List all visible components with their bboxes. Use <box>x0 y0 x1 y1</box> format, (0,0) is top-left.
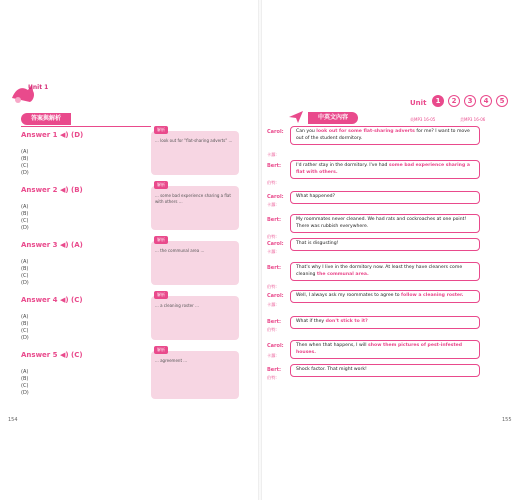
note-tag: 解析 <box>154 181 168 189</box>
answer-question <box>21 361 146 369</box>
answer-question <box>21 306 146 314</box>
translation-line: 卡蘿: <box>267 202 277 207</box>
speech-bubble: My roommates never cleaned. We had rats and cockroaches at one point! There was rubbish everywhere. <box>290 214 480 233</box>
answer-option: (C) <box>21 163 29 169</box>
answer-option: (D) <box>21 280 29 286</box>
section-divider <box>21 126 151 127</box>
answer-letter: (D) <box>71 131 84 139</box>
answer-letter: (A) <box>71 241 83 249</box>
answer-option: (C) <box>21 273 29 279</box>
speech-bubble: Then when that happens, I will show them pictures of pest-infested houses. <box>290 340 480 359</box>
answer-heading: Answer 2 <box>21 186 58 194</box>
note-tag: 解析 <box>154 236 168 244</box>
speaker-icon: ◀) <box>59 241 69 249</box>
note-tag: 解析 <box>154 126 168 134</box>
answer-block <box>21 351 146 397</box>
answer-option: (B) <box>21 321 29 327</box>
answer-question <box>21 141 146 149</box>
answer-option: (A) <box>21 369 29 375</box>
answer-option: (A) <box>21 314 29 320</box>
answer-option: (B) <box>21 266 29 272</box>
speech-bubble: I'd rather stay in the dormitory. I've had some bad experience sharing a flat with others. <box>290 160 480 179</box>
speech-bubble: Shock factor. That might work! <box>290 364 480 377</box>
answer-option: (B) <box>21 211 29 217</box>
unit-tab[interactable]: 5 <box>496 95 508 107</box>
answer-question <box>21 196 146 204</box>
answer-block <box>21 296 146 342</box>
answer-block <box>21 241 146 287</box>
speaker-name: Bert: <box>267 217 282 223</box>
mp3-track[interactable]: 美MP3 16-06 <box>460 117 486 122</box>
answer-option: (B) <box>21 156 29 162</box>
mp3-track[interactable]: 英MP3 16-05 <box>410 117 436 122</box>
speaker-name: Bert: <box>267 319 282 325</box>
answer-heading: Answer 4 <box>21 296 58 304</box>
dialogue-row <box>260 364 520 390</box>
answer-heading: Answer 5 <box>21 351 58 359</box>
answer-option: (D) <box>21 170 29 176</box>
answer-option: (A) <box>21 259 29 265</box>
note-text: ... the communal area ... <box>155 248 205 253</box>
answer-option: (B) <box>21 376 29 382</box>
speaker-name: Bert: <box>267 265 282 271</box>
answer-letter: (C) <box>71 351 83 359</box>
section-title: 答案與解析 <box>21 113 71 125</box>
translation-line: 卡蘿: <box>267 152 277 157</box>
speech-bubble: Well, I always ask my roommates to agree to follow a cleaning roster. <box>290 290 480 303</box>
page-number: 155 <box>502 417 512 423</box>
answer-option: (D) <box>21 225 29 231</box>
note-tag: 解析 <box>154 346 168 354</box>
answer-question <box>21 251 146 259</box>
speaker-name: Carol: <box>267 129 284 135</box>
dialogue-row <box>260 316 520 340</box>
note-text: ... agreement ... <box>155 358 188 363</box>
dialogue-row <box>260 238 520 262</box>
speaker-name: Bert: <box>267 367 282 373</box>
translation-line: 卡蘿: <box>267 249 277 254</box>
page-number: 154 <box>8 417 18 423</box>
answer-letter: (B) <box>71 186 83 194</box>
unit-label: Unit <box>410 99 427 107</box>
speech-bubble: What if they don't stick to it? <box>290 316 480 329</box>
translation-line: 卡蘿: <box>267 302 277 307</box>
explanation-note <box>151 347 239 399</box>
unit-tab[interactable]: 3 <box>464 95 476 107</box>
answer-block <box>21 186 146 232</box>
speaker-name: Carol: <box>267 293 284 299</box>
unit-tab[interactable]: 2 <box>448 95 460 107</box>
answer-option: (C) <box>21 218 29 224</box>
unit-tab[interactable]: 4 <box>480 95 492 107</box>
right-page <box>260 0 520 500</box>
translation-line: 卡蘿: <box>267 353 277 358</box>
speech-bubble: That is disgusting! <box>290 238 480 251</box>
dialogue-row <box>260 126 520 162</box>
speaker-icon: ◀) <box>59 296 69 304</box>
answer-option: (A) <box>21 149 29 155</box>
answer-heading: Answer 3 <box>21 241 58 249</box>
speaker-icon: ◀) <box>59 186 69 194</box>
answer-block <box>21 131 146 177</box>
speaker-name: Carol: <box>267 241 284 247</box>
answer-option: (A) <box>21 204 29 210</box>
dialogue-row <box>260 290 520 318</box>
translation-line: 伯特: <box>267 180 277 185</box>
answer-heading: Answer 1 <box>21 131 58 139</box>
answer-letter: (C) <box>71 296 83 304</box>
answer-option: (C) <box>21 383 29 389</box>
unit-tab[interactable]: 1 <box>432 95 444 107</box>
answer-option: (D) <box>21 390 29 396</box>
speech-bubble: Can you look out for some flat-sharing adverts for me? I want to move out of the student dormitory. <box>290 126 480 145</box>
translation-line: 伯特: <box>267 234 277 239</box>
dialogue-row <box>260 191 520 215</box>
translation-line: 伯特: <box>267 375 277 380</box>
speech-bubble: What happened? <box>290 191 480 204</box>
logo-title: Unit 1 <box>28 84 49 91</box>
speaker-icon: ◀) <box>59 351 69 359</box>
answer-option: (C) <box>21 328 29 334</box>
note-text: ... look out for "flat-sharing adverts" ... <box>155 138 233 143</box>
answer-option: (D) <box>21 335 29 341</box>
note-text: ... a cleaning roster ... <box>155 303 199 308</box>
explanation-note <box>151 292 239 340</box>
speaker-icon: ◀) <box>59 131 69 139</box>
dialogue-row <box>260 160 520 192</box>
speech-bubble: That's why I live in the dormitory now. At least they have cleaners come cleaning the communal area. <box>290 262 480 281</box>
explanation-note <box>151 182 239 230</box>
explanation-note <box>151 237 239 285</box>
note-tag: 解析 <box>154 291 168 299</box>
translation-line: 伯特: <box>267 327 277 332</box>
speaker-name: Bert: <box>267 163 282 169</box>
section-title: 中英文內容 <box>308 112 358 124</box>
paper-plane-icon <box>288 110 304 124</box>
note-text: ... some bad experience sharing a flat with others ... <box>155 193 231 204</box>
translation-line: 伯特: <box>267 284 277 289</box>
speaker-name: Carol: <box>267 343 284 349</box>
explanation-note <box>151 127 239 175</box>
speaker-name: Carol: <box>267 194 284 200</box>
